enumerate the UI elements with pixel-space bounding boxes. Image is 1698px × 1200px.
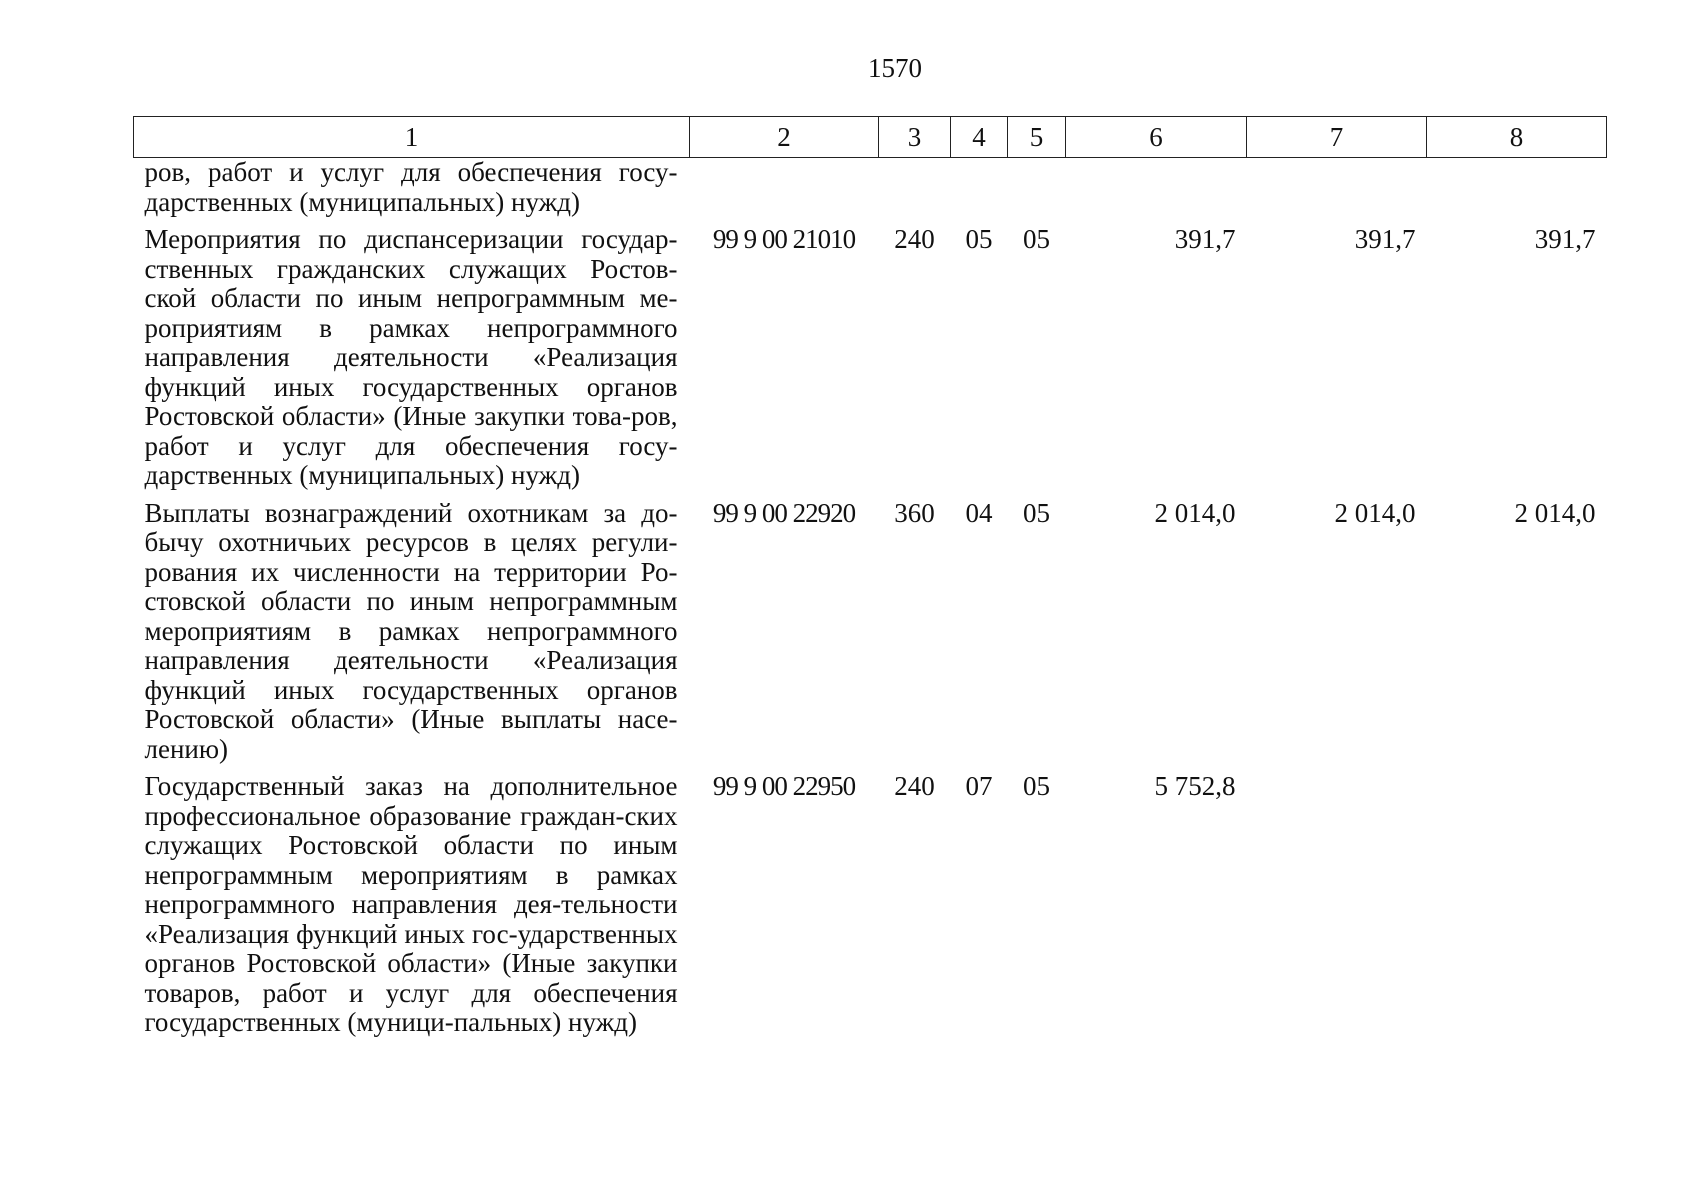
budget-table — [133, 116, 1607, 1046]
page-number: 1570 — [868, 53, 922, 83]
row-description: Мероприятия по диспансеризации государ-ственных гражданских служащих Ростов-ской области по иным непрограммным ме-роприятиям в рамках непрограммного направления деятельности «Реализация функций иных государственных органов Ростовской области» (Иные закупки това-ров, работ и услуг для обеспечения госу-дарственных (муниципальных) нужд) — [144, 224, 678, 490]
row-expense-type: 360 — [894, 497, 935, 528]
row-code — [690, 158, 879, 226]
column-header-6: 6 — [1066, 117, 1247, 158]
row-amount-col8 — [1427, 158, 1607, 226]
row-description: Государственный заказ на дополнительное профессиональное образование граждан-ских служащих Ростовской области по иным непрограммным мероприятиям в рамках непрограммного направления дея-тельности «Реализация функций иных гос-ударственных органов Ростовской области» (Иные закупки товаров, работ и услуг для обеспечения государственных (муници-пальных) нужд) — [144, 771, 678, 1037]
row-description: Выплаты вознаграждений охотникам за до-бычу охотничьих ресурсов в целях регули-рования их численности на территории Ро-стовской области по иным непрограммным мероприятиям в рамках непрограммного направления деятельности «Реализация функций иных государственных органов Ростовской области» (Иные выплаты насе-лению) — [144, 497, 678, 764]
row-subsection: 05 — [1023, 224, 1050, 254]
table-row — [134, 225, 1607, 499]
column-header-7: 7 — [1247, 117, 1427, 158]
column-header-4: 4 — [951, 117, 1008, 158]
row-amount-col6 — [1066, 158, 1247, 226]
row-code: 99 9 00 22950 — [712, 771, 856, 801]
row-subsection — [1008, 158, 1066, 226]
row-amount-col7 — [1247, 158, 1427, 226]
row-amount-col7: 391,7 — [1354, 224, 1416, 254]
row-subsection: 05 — [1023, 497, 1050, 528]
row-expense-type: 240 — [894, 224, 935, 254]
row-expense-type: 240 — [894, 771, 935, 801]
table-row — [134, 158, 1607, 226]
column-header-1: 1 — [134, 117, 690, 158]
row-section: 04 — [965, 497, 993, 528]
column-header-5: 5 — [1008, 117, 1066, 158]
row-amount-col8: 2 014,0 — [1514, 497, 1596, 528]
table-row — [134, 499, 1607, 773]
row-description: ров, работ и услуг для обеспечения госу-дарственных (муниципальных) нужд) — [144, 157, 678, 217]
column-header-8: 8 — [1427, 117, 1607, 158]
row-subsection: 05 — [1023, 771, 1050, 801]
row-amount-col7: 2 014,0 — [1334, 497, 1416, 528]
row-amount-col6: 5 752,8 — [1154, 771, 1236, 801]
header-row — [134, 117, 1607, 158]
row-amount-col6: 2 014,0 — [1154, 497, 1236, 528]
column-header-2: 2 — [690, 117, 879, 158]
row-section: 07 — [965, 771, 993, 801]
row-code: 99 9 00 22920 — [712, 497, 856, 528]
row-amount-col7 — [1247, 772, 1427, 1046]
table-row — [134, 772, 1607, 1046]
row-amount-col6: 391,7 — [1174, 224, 1236, 254]
row-code: 99 9 00 21010 — [712, 224, 856, 254]
column-header-3: 3 — [879, 117, 951, 158]
row-section — [951, 158, 1008, 226]
row-expense-type — [879, 158, 951, 226]
row-amount-col8: 391,7 — [1534, 224, 1596, 254]
row-section: 05 — [965, 224, 993, 254]
row-amount-col8 — [1427, 772, 1607, 1046]
